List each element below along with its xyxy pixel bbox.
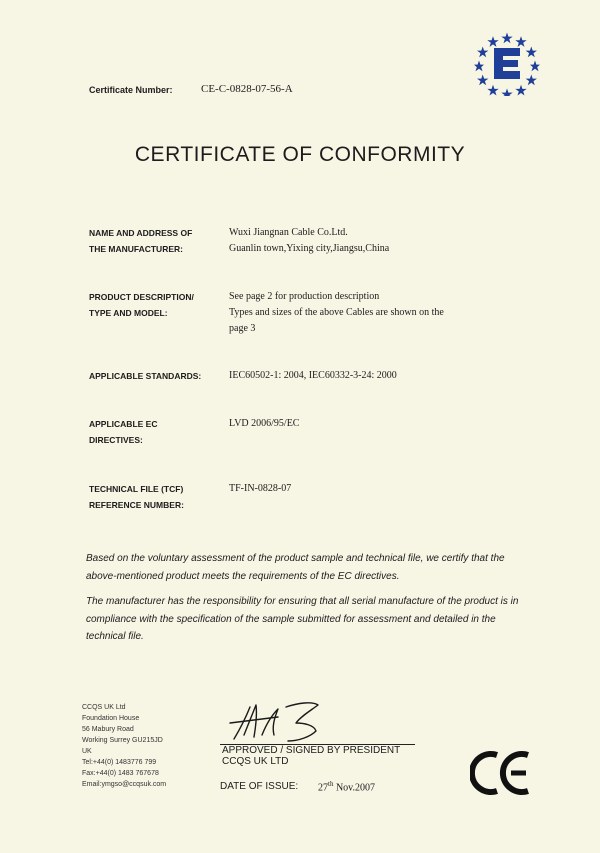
manufacturer-address: Guanlin town,Yixing city,Jiangsu,China — [229, 243, 390, 254]
product-value — [229, 289, 444, 337]
manufacturer-value — [229, 225, 389, 257]
address-line: Tel:+44(0) 1483776 799 — [82, 759, 157, 766]
date-day: 27 — [318, 782, 328, 794]
address-line: Foundation House — [82, 715, 140, 722]
certificate-number: CE-C-0828-07-56-A — [201, 83, 293, 95]
certification-statement — [86, 550, 526, 654]
manufacturer-label-line: NAME AND ADDRESS OF — [89, 228, 193, 238]
directives-label-line: APPLICABLE EC — [89, 419, 158, 429]
manufacturer-label — [89, 225, 192, 257]
address-line: 56 Mabury Road — [82, 726, 134, 733]
ccqs-logo-icon — [474, 30, 540, 96]
statement-paragraph: Based on the voluntary assessment of the product sample and technical file, we certify that the above-mentioned product meets the requirements of the EC directives. — [86, 553, 505, 582]
ce-mark-icon — [470, 748, 534, 798]
date-rest: Nov.2007 — [333, 782, 376, 794]
address-line: CCQS UK Ltd — [82, 704, 126, 711]
signature-icon — [226, 695, 336, 745]
approved-by: APPROVED / SIGNED BY PRESIDENT — [222, 745, 401, 756]
product-label — [89, 289, 194, 321]
date-suffix: th — [328, 780, 334, 788]
technical-file-label-line: TECHNICAL FILE (TCF) — [89, 484, 184, 494]
manufacturer-label-line: THE MANUFACTURER: — [89, 244, 183, 254]
directives-label — [89, 416, 157, 448]
technical-file-value: TF-IN-0828-07 — [229, 483, 292, 494]
date-of-issue-label: DATE OF ISSUE: — [220, 781, 299, 792]
date-of-issue — [318, 780, 375, 793]
page-title: CERTIFICATE OF CONFORMITY — [134, 143, 466, 166]
certificate-number-label: Certificate Number: — [89, 85, 173, 95]
address-line: Fax:+44(0) 1483 767678 — [82, 770, 159, 777]
product-label-line: TYPE AND MODEL: — [89, 308, 168, 318]
product-types-line: page 3 — [229, 323, 256, 334]
standards-value: IEC60502-1: 2004, IEC60332-3-24: 2000 — [229, 370, 397, 381]
statement-paragraph: The manufacturer has the responsibility for ensuring that all serial manufacture of the product is in compliance with the specification of the sample submitted for assessment and detailed in the technical file. — [86, 596, 519, 642]
address-line: UK — [82, 748, 92, 755]
product-label-line: PRODUCT DESCRIPTION/ — [89, 292, 194, 302]
directives-value: LVD 2006/95/EC — [229, 418, 300, 429]
product-description: See page 2 for production description — [229, 291, 380, 302]
approval-block — [222, 745, 400, 767]
technical-file-label-line: REFERENCE NUMBER: — [89, 500, 184, 510]
address-line: Email:ymgso@ccqsuk.com — [82, 781, 167, 788]
address-line: Working Surrey GU215JD — [82, 737, 163, 744]
directives-label-line: DIRECTIVES: — [89, 435, 143, 445]
approving-company: CCQS UK LTD — [222, 756, 289, 767]
technical-file-label — [89, 481, 184, 513]
standards-label: APPLICABLE STANDARDS: — [89, 371, 202, 381]
issuer-address — [82, 702, 166, 790]
product-types-line: Types and sizes of the above Cables are shown on the — [229, 307, 444, 318]
manufacturer-name: Wuxi Jiangnan Cable Co.Ltd. — [229, 227, 348, 238]
